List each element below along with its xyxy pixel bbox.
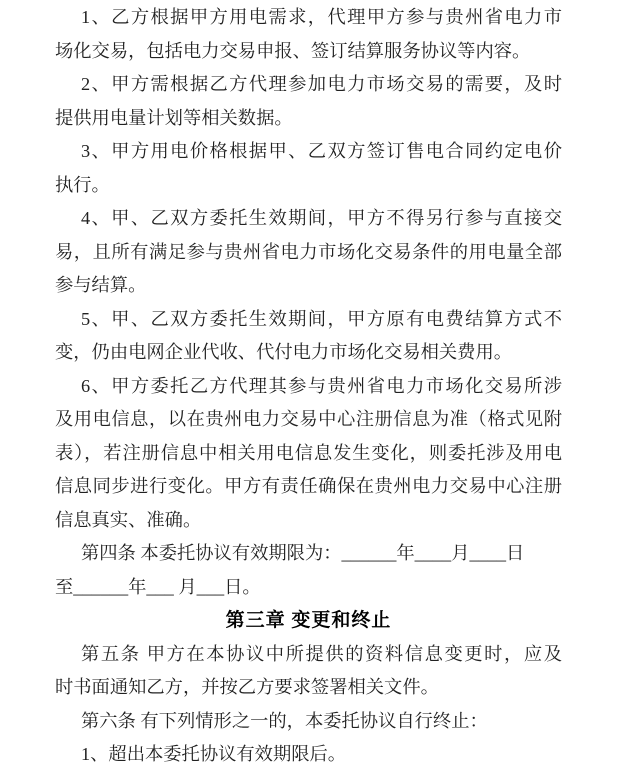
- text-line: 易，且所有满足参与贵州省电力市场化交易条件的用电量全部: [55, 241, 562, 262]
- blank-fill-line: 第四条 本委托协议有效期限为：______年____月____日: [81, 543, 525, 563]
- clause-paragraph-3: [55, 135, 562, 202]
- text-line: 1、乙方根据甲方用电需求，代理甲方参与贵州省电力市: [81, 7, 562, 27]
- text-line: 1、超出本委托协议有效期限后。: [81, 744, 347, 764]
- clause-paragraph-5: [55, 303, 562, 370]
- text-line: 信息同步进行变化。甲方有责任确保在贵州电力交易中心注册: [55, 476, 562, 496]
- text-line: 5、甲、乙双方委托生效期间，甲方原有电费结算方式不: [81, 308, 562, 329]
- text-line: 信息真实、准确。: [55, 509, 202, 530]
- text-line: 6、甲方委托乙方代理其参与贵州省电力市场化交易所涉: [81, 375, 562, 396]
- text-line: 第六条 有下列情形之一的，本委托协议自行终止：: [81, 710, 488, 731]
- text-line: 及用电信息，以在贵州电力交易中心注册信息为准（格式见附: [55, 409, 562, 429]
- article-5-paragraph: [55, 638, 562, 705]
- clause-paragraph-1: [55, 1, 562, 68]
- text-line: 提供用电量计划等相关数据。: [55, 107, 293, 128]
- text-line: 时书面通知乙方，并按乙方要求签署相关文件。: [55, 677, 439, 697]
- text-line: 参与结算。: [55, 275, 147, 295]
- clause-paragraph-6: [55, 370, 562, 538]
- text-line: 第五条 甲方在本协议中所提供的资料信息变更时，应及: [81, 643, 562, 664]
- text-line: 表），若注册信息中相关用电信息发生变化，则委托涉及用电: [55, 442, 562, 463]
- text-line: 变，仍由电网企业代收、代付电力市场化交易相关费用。: [55, 342, 513, 362]
- article-6-paragraph: [55, 705, 562, 739]
- text-line: 场化交易，包括电力交易申报、签订结算服务协议等内容。: [55, 40, 531, 61]
- article-4-validity-period: [55, 537, 562, 604]
- text-line: 4、甲、乙双方委托生效期间，甲方不得另行参与直接交: [81, 208, 562, 228]
- text-line: 执行。: [55, 174, 110, 195]
- text-line: 3、甲方用电价格根据甲、乙双方签订售电合同约定电价: [81, 141, 562, 161]
- termination-item-1: [55, 738, 562, 772]
- text-line: 2、甲方需根据乙方代理参加电力市场交易的需要，及时: [81, 74, 562, 94]
- clause-paragraph-4: [55, 202, 562, 303]
- chapter-heading: 第三章 变更和终止: [225, 610, 392, 631]
- clause-paragraph-2: [55, 68, 562, 135]
- blank-fill-line: 至______年___ 月___日。: [55, 576, 261, 597]
